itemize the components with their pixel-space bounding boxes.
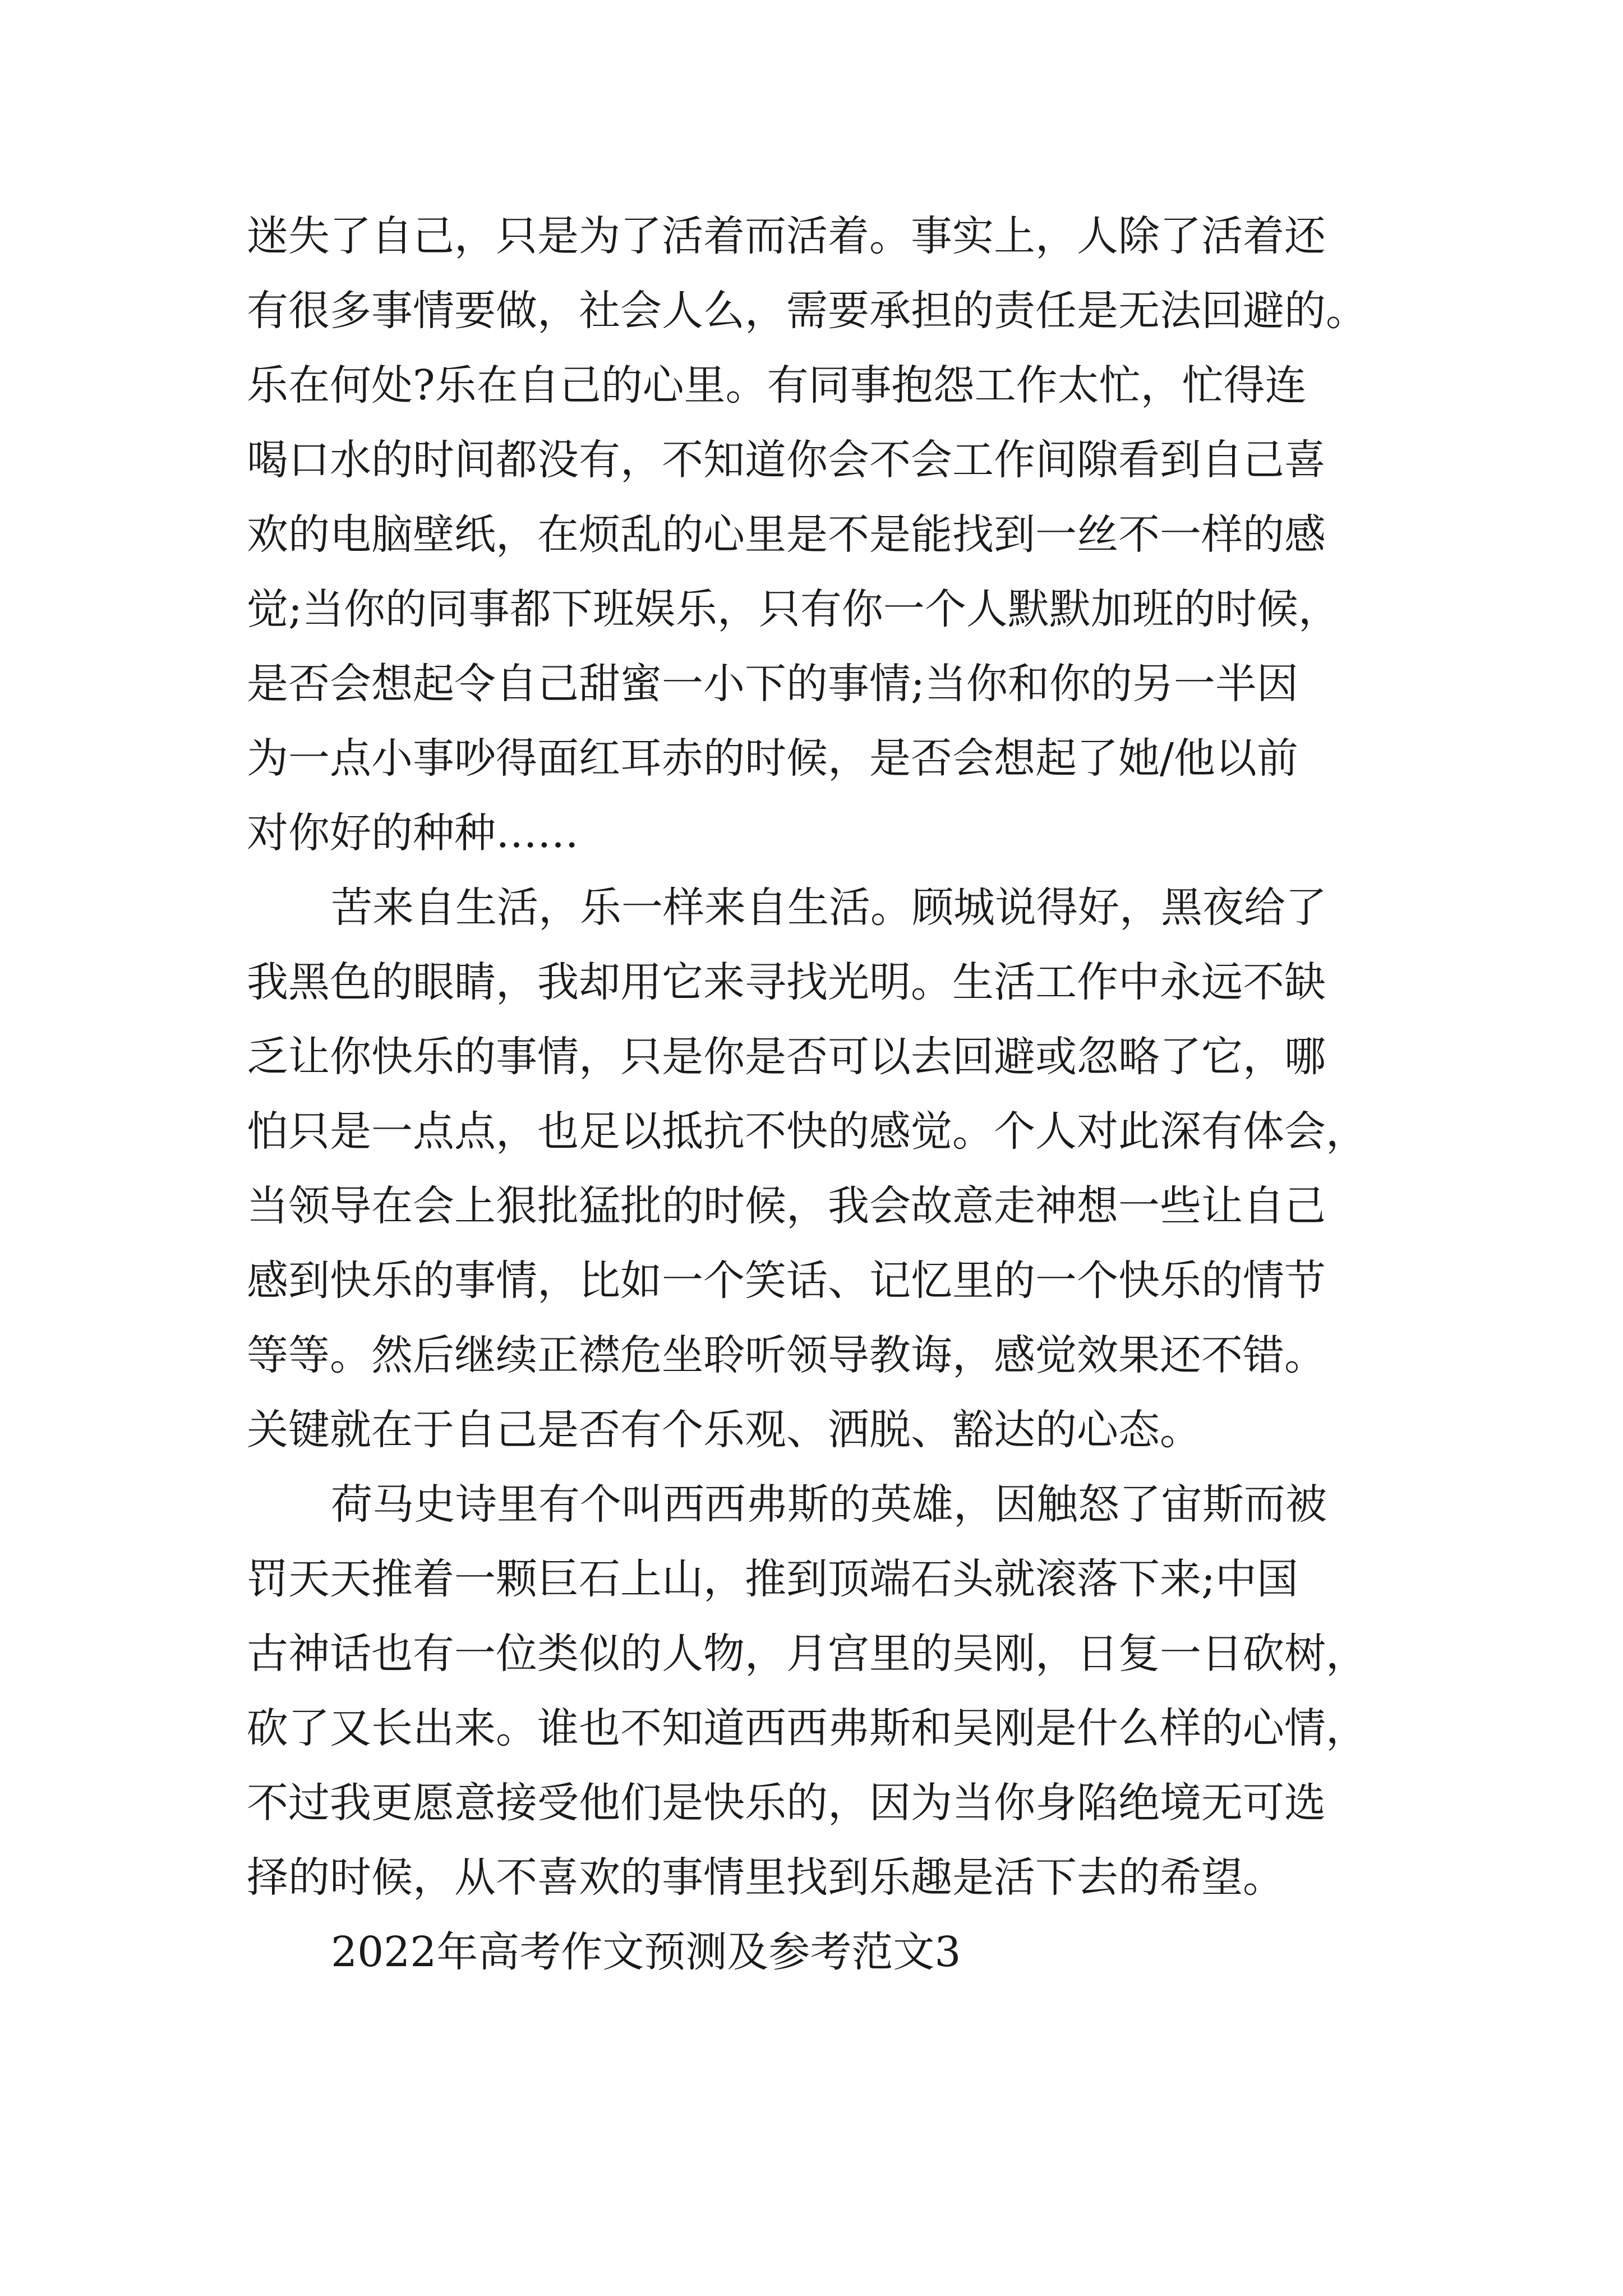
paragraph-3 bbox=[247, 1467, 1385, 1915]
paragraph-2 bbox=[247, 871, 1385, 1467]
paragraph-line: 觉;当你的同事都下班娱乐，只有你一个人默默加班的时候， bbox=[247, 585, 1340, 633]
paragraph-line: 感到快乐的事情，比如一个笑话、记忆里的一个快乐的情节 bbox=[247, 1257, 1326, 1305]
paragraph-line: 古神话也有一位类似的人物，月宫里的吴刚，日复一日砍树， bbox=[247, 1630, 1367, 1678]
paragraph-line: 欢的电脑壁纸，在烦乱的心里是不是能找到一丝不一样的感 bbox=[247, 510, 1326, 559]
paragraph-line: 为一点小事吵得面红耳赤的时候，是否会想起了她/他以前 bbox=[247, 734, 1298, 783]
paragraph-line: 当领导在会上狠批猛批的时候，我会故意走神想一些让自己 bbox=[247, 1182, 1326, 1230]
paragraph-line: 乐在何处?乐在自己的心里。有同事抱怨工作太忙，忙得连 bbox=[247, 361, 1307, 409]
paragraph-line: 有很多事情要做，社会人么，需要承担的责任是无法回避的。 bbox=[247, 287, 1367, 335]
document-body bbox=[247, 199, 1385, 1990]
paragraph-line: 等等。然后继续正襟危坐聆听领导教诲，感觉效果还不错。 bbox=[247, 1331, 1326, 1379]
paragraph-line: 乏让你快乐的事情，只是你是否可以去回避或忽略了它，哪 bbox=[247, 1033, 1326, 1081]
paragraph-line: 怕只是一点点，也足以抵抗不快的感觉。个人对此深有体会， bbox=[247, 1107, 1367, 1156]
paragraph-first-line: 苦来自生活，乐一样来自生活。顾城说得好，黑夜给了 bbox=[331, 884, 1327, 932]
paragraph-line: 砍了又长出来。谁也不知道西西弗斯和吴刚是什么样的心情， bbox=[247, 1704, 1367, 1752]
paragraph-line: 对你好的种种…… bbox=[247, 809, 579, 857]
paragraph-line: 喝口水的时间都没有，不知道你会不会工作间隙看到自己喜 bbox=[247, 436, 1326, 484]
paragraph-1 bbox=[247, 199, 1385, 871]
paragraph-line: 罚天天推着一颗巨石上山，推到顶端石头就滚落下来;中国 bbox=[247, 1555, 1298, 1603]
paragraph-first-line: 荷马史诗里有个叫西西弗斯的英雄，因触怒了宙斯而被 bbox=[331, 1480, 1327, 1529]
paragraph-line: 关键就在于自己是否有个乐观、洒脱、豁达的心态。 bbox=[247, 1406, 1201, 1454]
paragraph-line: 择的时候，从不喜欢的事情里找到乐趣是活下去的希望。 bbox=[247, 1853, 1284, 1902]
paragraph-line: 我黑色的眼睛，我却用它来寻找光明。生活工作中永远不缺 bbox=[247, 958, 1326, 1006]
paragraph-line: 是否会想起令自己甜蜜一小下的事情;当你和你的另一半因 bbox=[247, 660, 1298, 708]
section-heading: 2022年高考作文预测及参考范文3 bbox=[331, 1928, 961, 1976]
paragraph-line: 不过我更愿意接受他们是快乐的，因为当你身陷绝境无可选 bbox=[247, 1779, 1326, 1827]
paragraph-line: 迷失了自己，只是为了活着而活着。事实上，人除了活着还 bbox=[247, 212, 1326, 260]
